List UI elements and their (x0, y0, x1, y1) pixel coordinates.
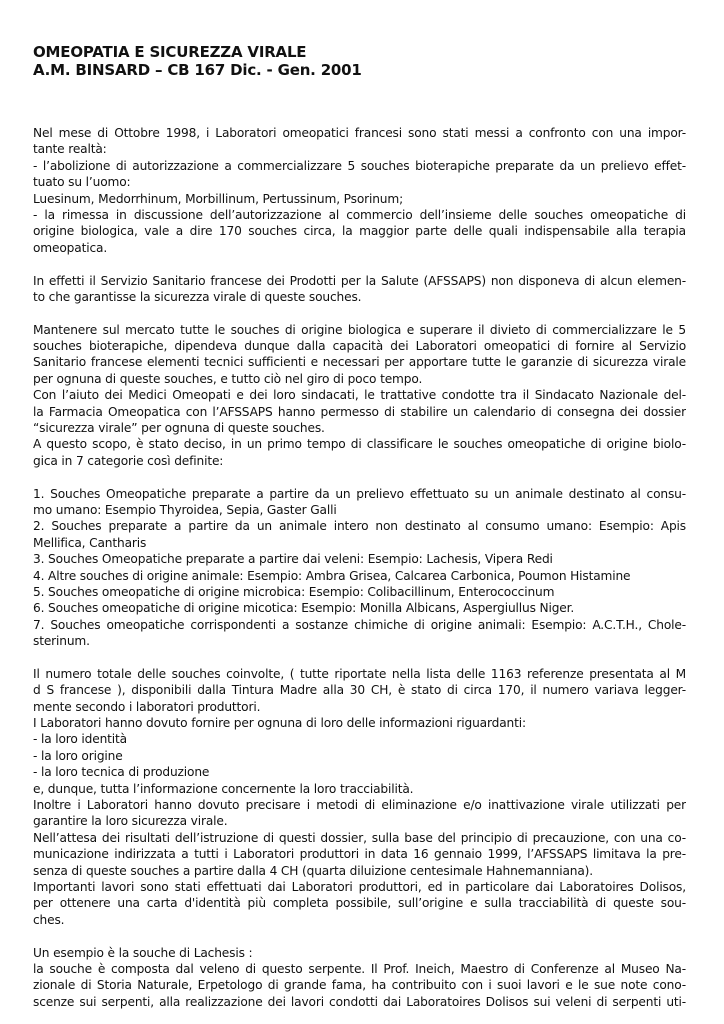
text-line: tante realtà: (33, 142, 107, 157)
text-line: Sanitario francese elementi tecnici sufficienti e necessari per apportare tutte le garanzie di sicurezza virale (33, 355, 686, 370)
text-line: Con l’aiuto dei Medici Omeopati e dei loro sindacati, le trattative condotte tra il Sindacato Nazionale del- (33, 388, 686, 403)
article-body (33, 125, 686, 1010)
paragraph-spacer (33, 469, 686, 485)
paragraph (33, 125, 686, 256)
text-line: per ottenere una carta d'identità più completa possibile, sull’origine e sulla tracciabilità di queste sou- (33, 896, 686, 911)
paragraph (33, 945, 686, 1011)
text-line: - la loro identità (33, 732, 127, 747)
document-title (33, 43, 693, 79)
text-line: In effetti il Servizio Sanitario francese dei Prodotti per la Salute (AFSSAPS) non disponeva di alcun elemen- (33, 273, 686, 288)
text-line: Importanti lavori sono stati effettuati dai Laboratori produttori, ed in particolare dai Laboratoires Dolisos, (33, 879, 686, 894)
text-line: 4. Altre souches di origine animale: Esempio: Ambra Grisea, Calcarea Carbonica, Poumon Histamine (33, 568, 631, 583)
text-line: I Laboratori hanno dovuto fornire per ognuna di loro delle informazioni riguardanti: (33, 716, 526, 731)
text-line: origine biologica, vale a dire 170 souches circa, la maggior parte delle quali indispensabile alla terapia (33, 224, 686, 239)
text-line: - la loro tecnica di produzione (33, 765, 210, 780)
text-line: 5. Souches omeopatiche di origine microbica: Esempio: Colibacillinum, Enterococcinum (33, 584, 555, 599)
text-line: 7. Souches omeopatiche corrispondenti a sostanze chimiche di origine animali: Esempio: A.C.T.H., Chole- (33, 617, 686, 632)
text-line: Mellifica, Cantharis (33, 535, 147, 550)
paragraph-spacer (33, 256, 686, 272)
paragraph-spacer (33, 305, 686, 321)
text-line: per ognuna di queste souches, e tutto ciò nel giro di poco tempo. (33, 371, 423, 386)
text-line: zionale di Storia Naturale, Erpetologo di grande fama, ha contribuito con i suoi lavori e le sue note cono- (33, 978, 686, 993)
paragraph (33, 486, 686, 650)
text-line: “sicurezza virale” per ognuna di queste souches. (33, 421, 325, 436)
text-line: ches. (33, 912, 65, 927)
text-line: Nel mese di Ottobre 1998, i Laboratori omeopatici francesi sono stati messi a confronto con una impor- (33, 126, 686, 140)
title-author-reference: A.M. BINSARD – CB 167 Dic. - Gen. 2001 (33, 61, 362, 79)
text-line: Un esempio è la souche di Lachesis : (33, 945, 253, 960)
text-line: Nell’attesa dei risultati dell’istruzione di questi dossier, sulla base del principio di precauzione, con una co- (33, 830, 686, 845)
text-line: Luesinum, Medorrhinum, Morbillinum, Pertussinum, Psorinum; (33, 191, 404, 206)
title-heading: OMEOPATIA E SICUREZZA VIRALE (33, 43, 307, 61)
text-line: - l’abolizione di autorizzazione a commercializzare 5 souches bioterapiche preparate da un prelievo effet- (33, 158, 686, 173)
text-line: gica in 7 categorie così definite: (33, 453, 224, 468)
text-line: mo umano: Esempio Thyroidea, Sepia, Gaster Galli (33, 502, 337, 517)
text-line: 1. Souches Omeopatiche preparate a partire da un prelievo effettuato su un animale destinato al consu- (33, 486, 686, 501)
text-line: garantire la loro sicurezza virale. (33, 814, 228, 829)
text-line: souches bioterapiche, dipendeva dunque dalla capacità dei Laboratori omeopatici di fornire al Servizio (33, 339, 686, 354)
text-line: 2. Souches preparate a partire da un animale intero non destinato al consumo umano: Esempio: Apis (33, 519, 686, 534)
text-line: sterinum. (33, 634, 90, 649)
text-line: - la rimessa in discussione dell’autorizzazione al commercio dell’insieme delle souches omeopatiche di (33, 207, 686, 222)
paragraph (33, 322, 686, 470)
text-line: Mantenere sul mercato tutte le souches di origine biologica e superare il divieto di commercializzare le 5 (33, 322, 686, 337)
text-line: Il numero totale delle souches coinvolte, ( tutte riportate nella lista delle 1163 referenze presentata al M (33, 666, 686, 681)
text-line: scenze sui serpenti, alla realizzazione dei lavori condotti dai Laboratoires Dolisos sui veleni di serpenti uti- (33, 994, 686, 1009)
text-line: e, dunque, tutta l’informazione concernente la loro tracciabilità. (33, 781, 414, 796)
paragraph-spacer (33, 650, 686, 666)
text-line: omeopatica. (33, 240, 108, 255)
text-line: la souche è composta dal veleno di questo serpente. Il Prof. Ineich, Maestro di Conferenze al Museo Na- (33, 961, 686, 976)
text-line: - la loro origine (33, 748, 123, 763)
text-line: la Farmacia Omeopatica con l’AFSSAPS hanno permesso di stabilire un calendario di consegna dei dossier (33, 404, 686, 419)
text-line: mente secondo i laboratori produttori. (33, 699, 261, 714)
paragraph (33, 666, 686, 928)
text-line: 6. Souches omeopatiche di origine micotica: Esempio: Monilla Albicans, Aspergiullus Niger. (33, 601, 575, 616)
text-line: tuato su l’uomo: (33, 175, 131, 190)
text-line: to che garantisse la sicurezza virale di queste souches. (33, 289, 362, 304)
paragraph-spacer (33, 928, 686, 944)
text-line: Inoltre i Laboratori hanno dovuto precisare i metodi di eliminazione e/o inattivazione virale utilizzati per (33, 798, 686, 813)
paragraph (33, 273, 686, 306)
text-line: senza di queste souches a partire dalla 4 CH (quarta diluizione centesimale Hahnemanniana). (33, 863, 593, 878)
text-line: d S francese ), disponibili dalla Tintura Madre alla 30 CH, è stato di circa 170, il numero variava legger- (33, 683, 686, 698)
text-line: A questo scopo, è stato deciso, in un primo tempo di classificare le souches omeopatiche di origine biolo- (33, 437, 686, 452)
text-line: municazione indirizzata a tutti i Laboratori produttori in data 16 gennaio 1999, l’AFSSAPS limitava la pre- (33, 847, 686, 862)
text-line: 3. Souches Omeopatiche preparate a partire dai veleni: Esempio: Lachesis, Vipera Redi (33, 552, 553, 567)
